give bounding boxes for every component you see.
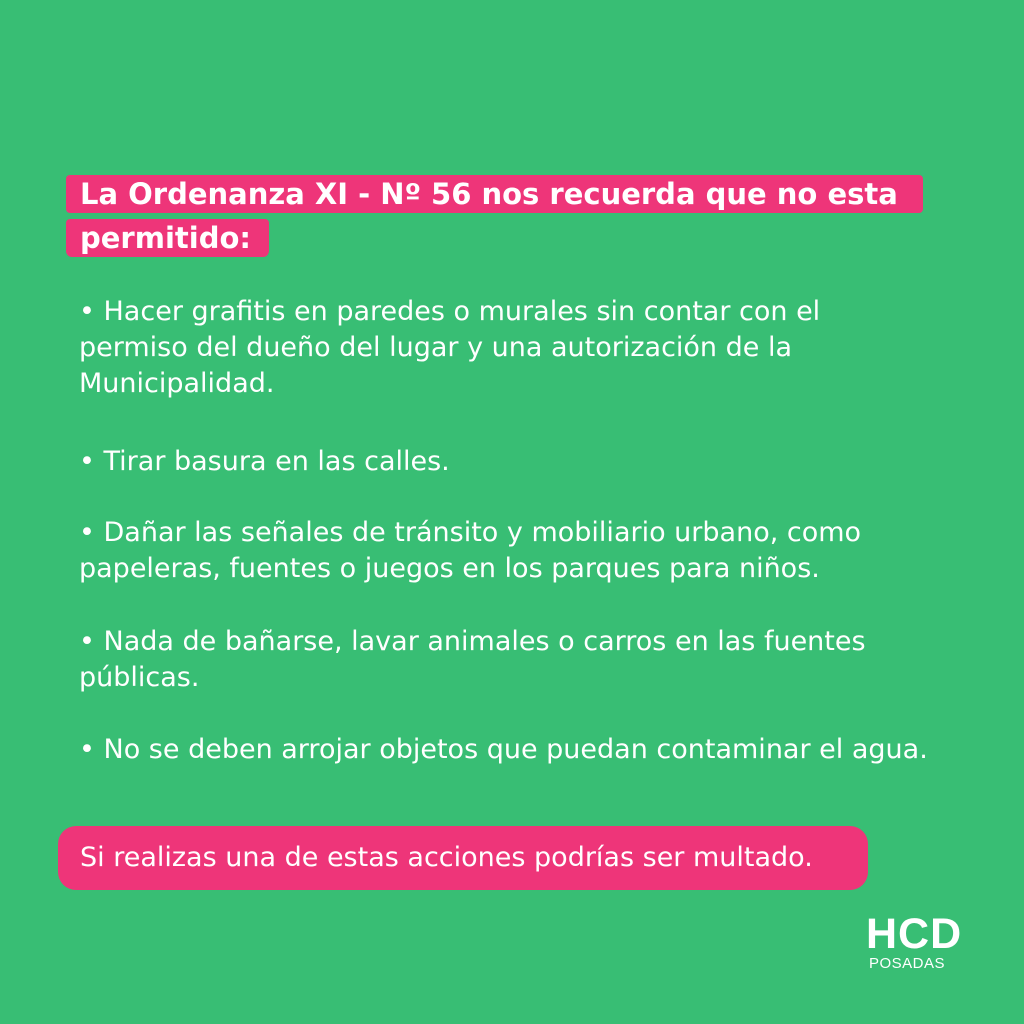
bullet-line: • No se deben arrojar objetos que puedan contaminar el agua. xyxy=(79,734,928,765)
hcd-posadas-logo xyxy=(866,912,976,972)
bullet-line: • Dañar las señales de tránsito y mobiliario urbano, como xyxy=(79,517,862,548)
heading-line-2: permitido: xyxy=(66,219,269,257)
logo-main-text: HCD xyxy=(866,910,963,958)
bullet-graffiti xyxy=(79,294,979,402)
bullet-trash xyxy=(79,444,979,480)
bullet-line: • Hacer grafitis en paredes o murales sin contar con el xyxy=(79,296,821,327)
bullet-line: • Nada de bañarse, lavar animales o carros en las fuentes xyxy=(79,626,866,657)
bullet-line: públicas. xyxy=(79,662,200,693)
bullet-damage-signs xyxy=(79,515,979,587)
bullet-fountains xyxy=(79,624,979,696)
bullet-line: papeleras, fuentes o juegos en los parques para niños. xyxy=(79,553,820,584)
bullet-line: • Tirar basura en las calles. xyxy=(79,446,450,477)
fine-warning-banner: Si realizas una de estas acciones podrías ser multado. xyxy=(58,826,868,890)
bullet-water-pollution xyxy=(79,732,979,768)
heading-line-1: La Ordenanza XI - Nº 56 nos recuerda que no esta xyxy=(66,175,923,213)
bullet-line: permiso del dueño del lugar y una autorización de la xyxy=(79,332,793,363)
logo-sub-text: POSADAS xyxy=(869,955,946,972)
bullet-line: Municipalidad. xyxy=(79,368,275,399)
